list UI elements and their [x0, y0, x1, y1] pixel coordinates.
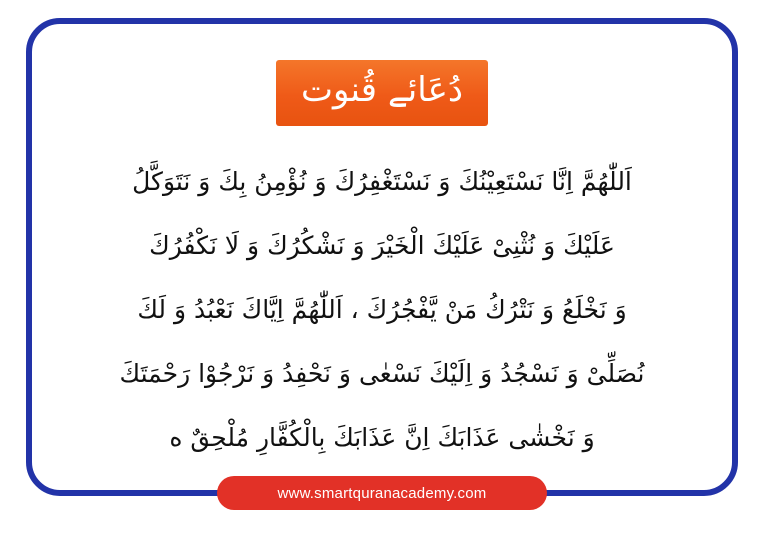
dua-line: عَلَيْكَ وَ نُثْنِىْ عَلَيْكَ الْخَيْرَ وَ نَشْكُرُكَ وَ لَا نَكْفُرُكَ: [149, 231, 615, 260]
page-title: دُعَائے قُنوت: [300, 70, 464, 111]
dua-text-block: [66, 150, 698, 470]
website-url: www.smartquranacademy.com: [277, 484, 487, 502]
dua-line: وَ نَخْلَعُ وَ نَتْرُكُ مَنْ يَّفْجُرُكَ ، اَللّٰهُمَّ اِيَّاكَ نَعْبُدُ وَ لَكَ: [137, 295, 627, 324]
title-banner: [276, 60, 488, 126]
dua-line: نُصَلِّىْ وَ نَسْجُدُ وَ اِلَيْكَ نَسْعٰى وَ نَحْفِدُ وَ نَرْجُوْا رَحْمَتَكَ: [119, 359, 645, 388]
dua-line: وَ نَخْشٰى عَذَابَكَ اِنَّ عَذَابَكَ بِالْكُفَّارِ مُلْحِقٌ ه: [169, 423, 595, 452]
dua-line: اَللّٰهُمَّ اِنَّا نَسْتَعِيْنُكَ وَ نَسْتَغْفِرُكَ وَ نُؤْمِنُ بِكَ وَ نَتَوَكَّلُ: [132, 167, 632, 196]
website-badge[interactable]: [217, 476, 547, 510]
dua-card: [26, 18, 738, 502]
